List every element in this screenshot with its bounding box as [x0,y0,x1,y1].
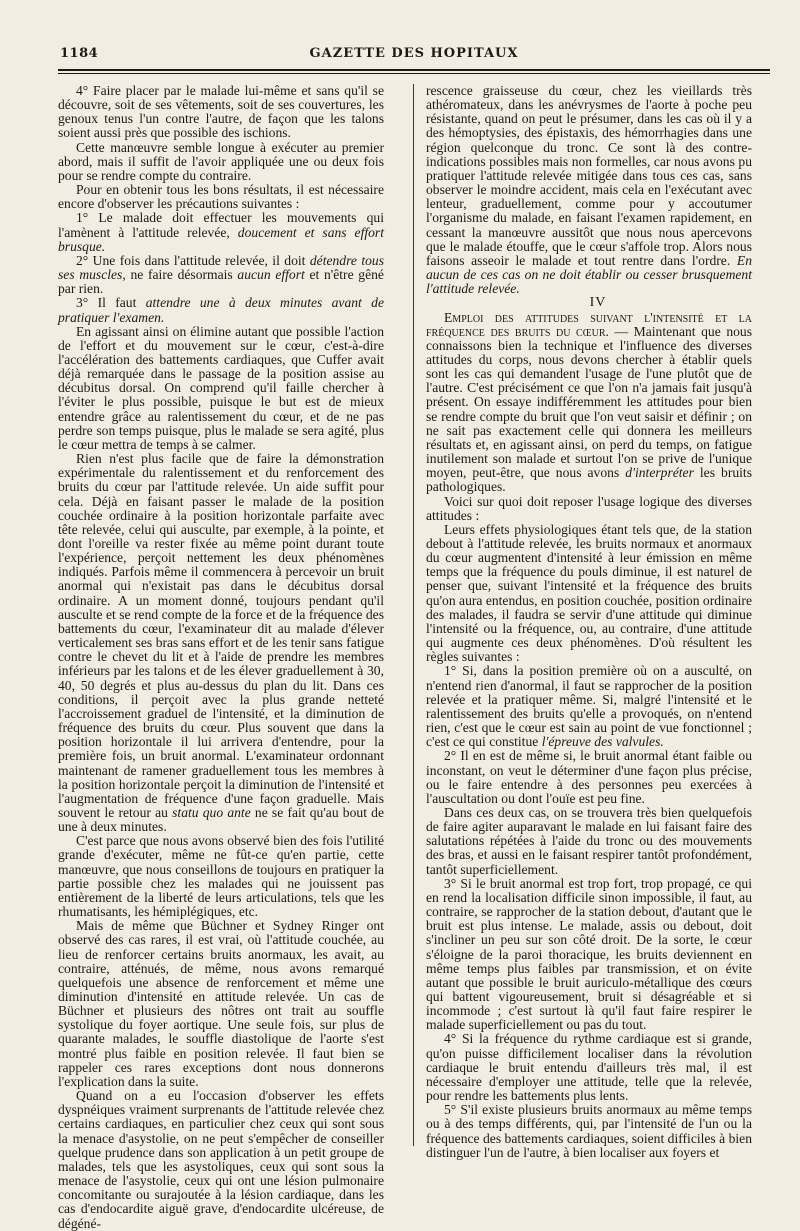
paragraph: C'est parce que nous avons observé bien des fois l'utilité grande d'exécuter, même ne fût-ce qu'en partie, cette manœuvre, que nous conseillons de toujours en pratiquer la partie possible chez les malades qui ne jouissent pas entièrement de la liberté de leurs articulations, tels que les rhumatisants, les hémiplégiques, etc. [58,833,384,920]
paragraph: Rien n'est plus facile que de faire la démonstration expérimentale du ralentissement et du renforcement des bruits du cœur par l'attitude relevée. Un aide suffit pour cela. Déjà en faisant passer le malade de la position couchée ordinaire à la position horizontale parfaite avec tête relevée, celui qui ausculte, par exemple, à la pointe, et dont l'oreille va rester fixée au même point durant toute l'expérience, perçoit nettement les deux phénomènes indiqués. Parfois même il commencera à percevoir un bruit anormal qui n'existait pas dans le décubitus dorsal ordinaire. A un moment donné, toujours pendant qu'il ausculte et se rend compte de la force et de la fréquence des battements du cœur, l'examinateur dit au malade d'élever verticalement ses bras sans effort et de les tenir sans fatigue contre le chevet du lit et à l'aide de prendre les membres inférieurs par les talons et de les élever graduellement à 30, 40, 50 degrés et plus au-dessus du plan du lit. Dans ces conditions, il perçoit avec la plus grande netteté l'accroissement graduel de l'intensité, et la diminution de fréquence des bruits du cœur. Plus souvent que dans la position horizontale il lui arrivera d'entendre, pour la première fois, un bruit anormal. L'examinateur ordonnant maintenant de ramener graduellement tous les membres à la position horizontale perçoit la diminution de l'intensité et l'augmentation de fréquence d'une façon graduelle. Mais souvent le retour au statu quo ante ne se fait qu'au bout de une à deux minutes. [58,451,384,835]
section-heading: Emploi des attitudes suivant l'intensité et la fréquence des bruits du cœur. [426,309,752,339]
header-rule-thick [58,69,770,71]
paragraph: Mais de même que Büchner et Sydney Ringer ont observé des cas rares, il est vrai, où l'attitude couchée, au lieu de renforcer certains bruits anormaux, les avait, au contraire, atténués, de même, nous avons remarqué quelquefois une absence de renforcement et même une diminution d'intensité en attitude relevée. Un cas de Büchner et plusieurs des nôtres ont trait au souffle systolique du foyer aortique. Une seule fois, sur plus de quarante malades, le souffle diastolique de l'aorte s'est montré plus faible en position relevée. Il faut bien se rappeler ces rares exceptions dont nous donnerons l'explication dans la suite. [58,918,384,1089]
paragraph: 1° Le malade doit effectuer les mouvements qui l'amènent à l'attitude relevée, doucement et sans effort brusque. [58,210,384,254]
paragraph: Leurs effets physiologiques étant tels que, de la station debout à l'attitude relevée, les bruits normaux et anormaux du cœur augmentent d'intensité à leur émission en même temps que la fréquence du pouls diminue, il est naturel de penser que, suivant l'intensité et la fréquence des bruits qu'on aura entendus, en position couchée, position ordinaire des malades, il faudra se servir d'une attitude qui diminue l'intensité ou la fréquence, ou, au contraire, d'une attitude qui augmente ces deux phénomènes. D'où résultent les règles suivantes : [426,521,752,665]
paragraph: 4° Si la fréquence du rythme cardiaque est si grande, qu'on puisse difficilement localiser dans la révolution cardiaque le bruit entendu d'ailleurs très mal, il est nécessaire d'employer une attitude, telle que la relevée, pour rendre les battements plus lents. [426,1031,752,1104]
paragraph: Emploi des attitudes suivant l'intensité et la fréquence des bruits du cœur. — Maintenant que nous connaissons bien la technique et l'influence des diverses attitudes du corps, nous devons chercher à établir quels sont les cas qui demandent l'usage de l'une plutôt que de l'autre. C'est précisément ce que l'on n'a jamais fait jusqu'à présent. On essaye indifféremment les attitudes pour bien se rendre compte du bruit que l'on veut saisir et définir ; on ne sait pas exactement celle qui donnera les meilleurs résultats et, en agissant ainsi, on perd du temps, on fatigue inutilement son malade et surtout l'on se prive de l'unique moyen, peut-être, que nous avons d'interpréter les bruits pathologiques. [426,309,752,495]
section-number: IV [589,295,607,311]
paragraph: 3° Si le bruit anormal est trop fort, trop propagé, ce qui en rend la localisation difficile sinon impossible, il faut, au contraire, se rapprocher de la station debout, d'autant que le bruit est plus intense. Le malade, assis ou debout, doit s'incliner un peu sur son côté droit. De la sorte, le cœur s'éloigne de la paroi thoracique, les bruits deviennent en même temps plus faibles par transmission, et on évite autant que possible le bruit auriculo-métallique des cœurs qui battent vigoureusement, bruit si désagréable et si incommode ; c'est surtout là qu'il faut faire respirer le malade superficiellement ou pas du tout. [426,875,752,1033]
paragraph: 5° S'il existe plusieurs bruits anormaux au même temps ou à des temps différents, qui, par l'intensité de l'un ou la fréquence des battements cardiaques, soient difficiles à bien distinguer l'un de l'autre, à bien localiser aux foyers et [426,1102,752,1160]
paragraph: 2° Il en est de même si, le bruit anormal étant faible ou inconstant, on veut le déterminer d'une façon plus précise, ou le faire entendre à des personnes peu exercées à l'auscultation ou dont l'ouïe est peu fine. [426,748,752,806]
paragraph: Voici sur quoi doit reposer l'usage logique des diverses attitudes : [426,493,752,523]
paragraph: 3° Il faut attendre une à deux minutes avant de pratiquer l'examen. [58,295,385,325]
paragraph: rescence graisseuse du cœur, chez les vieillards très athéromateux, dans les anévrysmes de l'aorte à poche peu résistante, quand on peut le présumer, dans les cas où il y a des hémoptysies, des épistaxis, des hémorrhagies dans une région quelconque du tronc. Ce sont là des contre-indications possibles mais non formelles, car nous avons pu pratiquer l'attitude relevée mitigée dans tous ces cas, sans observer le moindre accident, mais cela en l'exécutant avec lenteur, graduellement, comme pour y accoutumer l'organisme du malade, en faisant l'examen rapidement, en cessant la manœuvre aussitôt que nous nous apercevons que le malade étouffe, que le cœur s'affole trop. Alors nous faisons asseoir le malade et tout rentre dans l'ordre. En aucun de ces cas on ne doit établir ou cesser brusquement l'attitude relevée. [426,83,752,297]
paragraph: 4° Faire placer par le malade lui-même et sans qu'il se découvre, soit de ses vêtements, soit de ses couvertures, les genoux tenus l'un contre l'autre, de façon que les talons soient aussi près que possible des ischions. [58,83,384,141]
header-rule-thin [58,73,770,74]
paragraph: 2° Une fois dans l'attitude relevée, il doit détendre tous ses muscles, ne faire désormais aucun effort et n'être gêné par rien. [58,252,384,297]
paragraph: Pour en obtenir tous les bons résultats, il est nécessaire encore d'observer les précautions suivantes : [58,182,384,212]
column-divider [413,84,414,1146]
page-header [58,44,770,66]
paragraph: Quand on a eu l'occasion d'observer les effets dyspnéiques vraiment surprenants de l'attitude relevée chez certains cardiaques, en particulier chez ceux qui sont sous la menace d'asystolie, on ne peut s'empêcher de conseiller quelque prudence dans son application à un petit groupe de malades, tels que les asystoliques, ceux qui sont sous la menace de l'asystolie, ceux qui ont une lésion pulmonaire concomitante ou surajoutée à la lésion cardiaque, dans les cas d'endocardite aiguë grave, d'endocardite ulcéreuse, de dégéné- [58,1088,384,1231]
right-column [426,84,752,1160]
journal-title: GAZETTE DES HOPITAUX [309,46,519,61]
paragraph: Cette manœuvre semble longue à exécuter au premier abord, mais il suffit de l'avoir appliquée une ou deux fois pour se rendre compte du contraire. [58,139,384,183]
page-number: 1184 [60,46,99,61]
left-column [58,84,384,1231]
paragraph: Dans ces deux cas, on se trouvera très bien quelquefois de faire agiter auparavant le malade en lui faisant faire des salutations répétées à l'aide du tronc ou des mouvements des bras, et aussi en le faisant respirer tantôt profondément, tantôt superficiellement. [426,804,752,877]
paragraph: 1° Si, dans la position première où on a ausculté, on n'entend rien d'anormal, il faut se rapprocher de la position relevée et la pratiquer même. Si, malgré l'intensité et le ralentissement des bruits qu'elle a provoqués, on n'entend rien, c'est que le cœur est sain au point de vue fonctionnel ; c'est ce qui constitue l'épreuve des valvules. [426,663,752,750]
paragraph: En agissant ainsi on élimine autant que possible l'action de l'effort et du mouvement sur le cœur, c'est-à-dire l'accélération des battements cardiaques, que Cuffer avait déjà remarquée dans le passage de la position assise au décubitus dorsal. On comprend qu'il faille chercher à l'éviter le plus possible, puisque le but est de mieux entendre grâce au ralentissement du cœur, et de ne pas perdre son temps puisque, plus le malade se sera agité, plus le cœur mettra de temps à se calmer. [58,323,384,452]
